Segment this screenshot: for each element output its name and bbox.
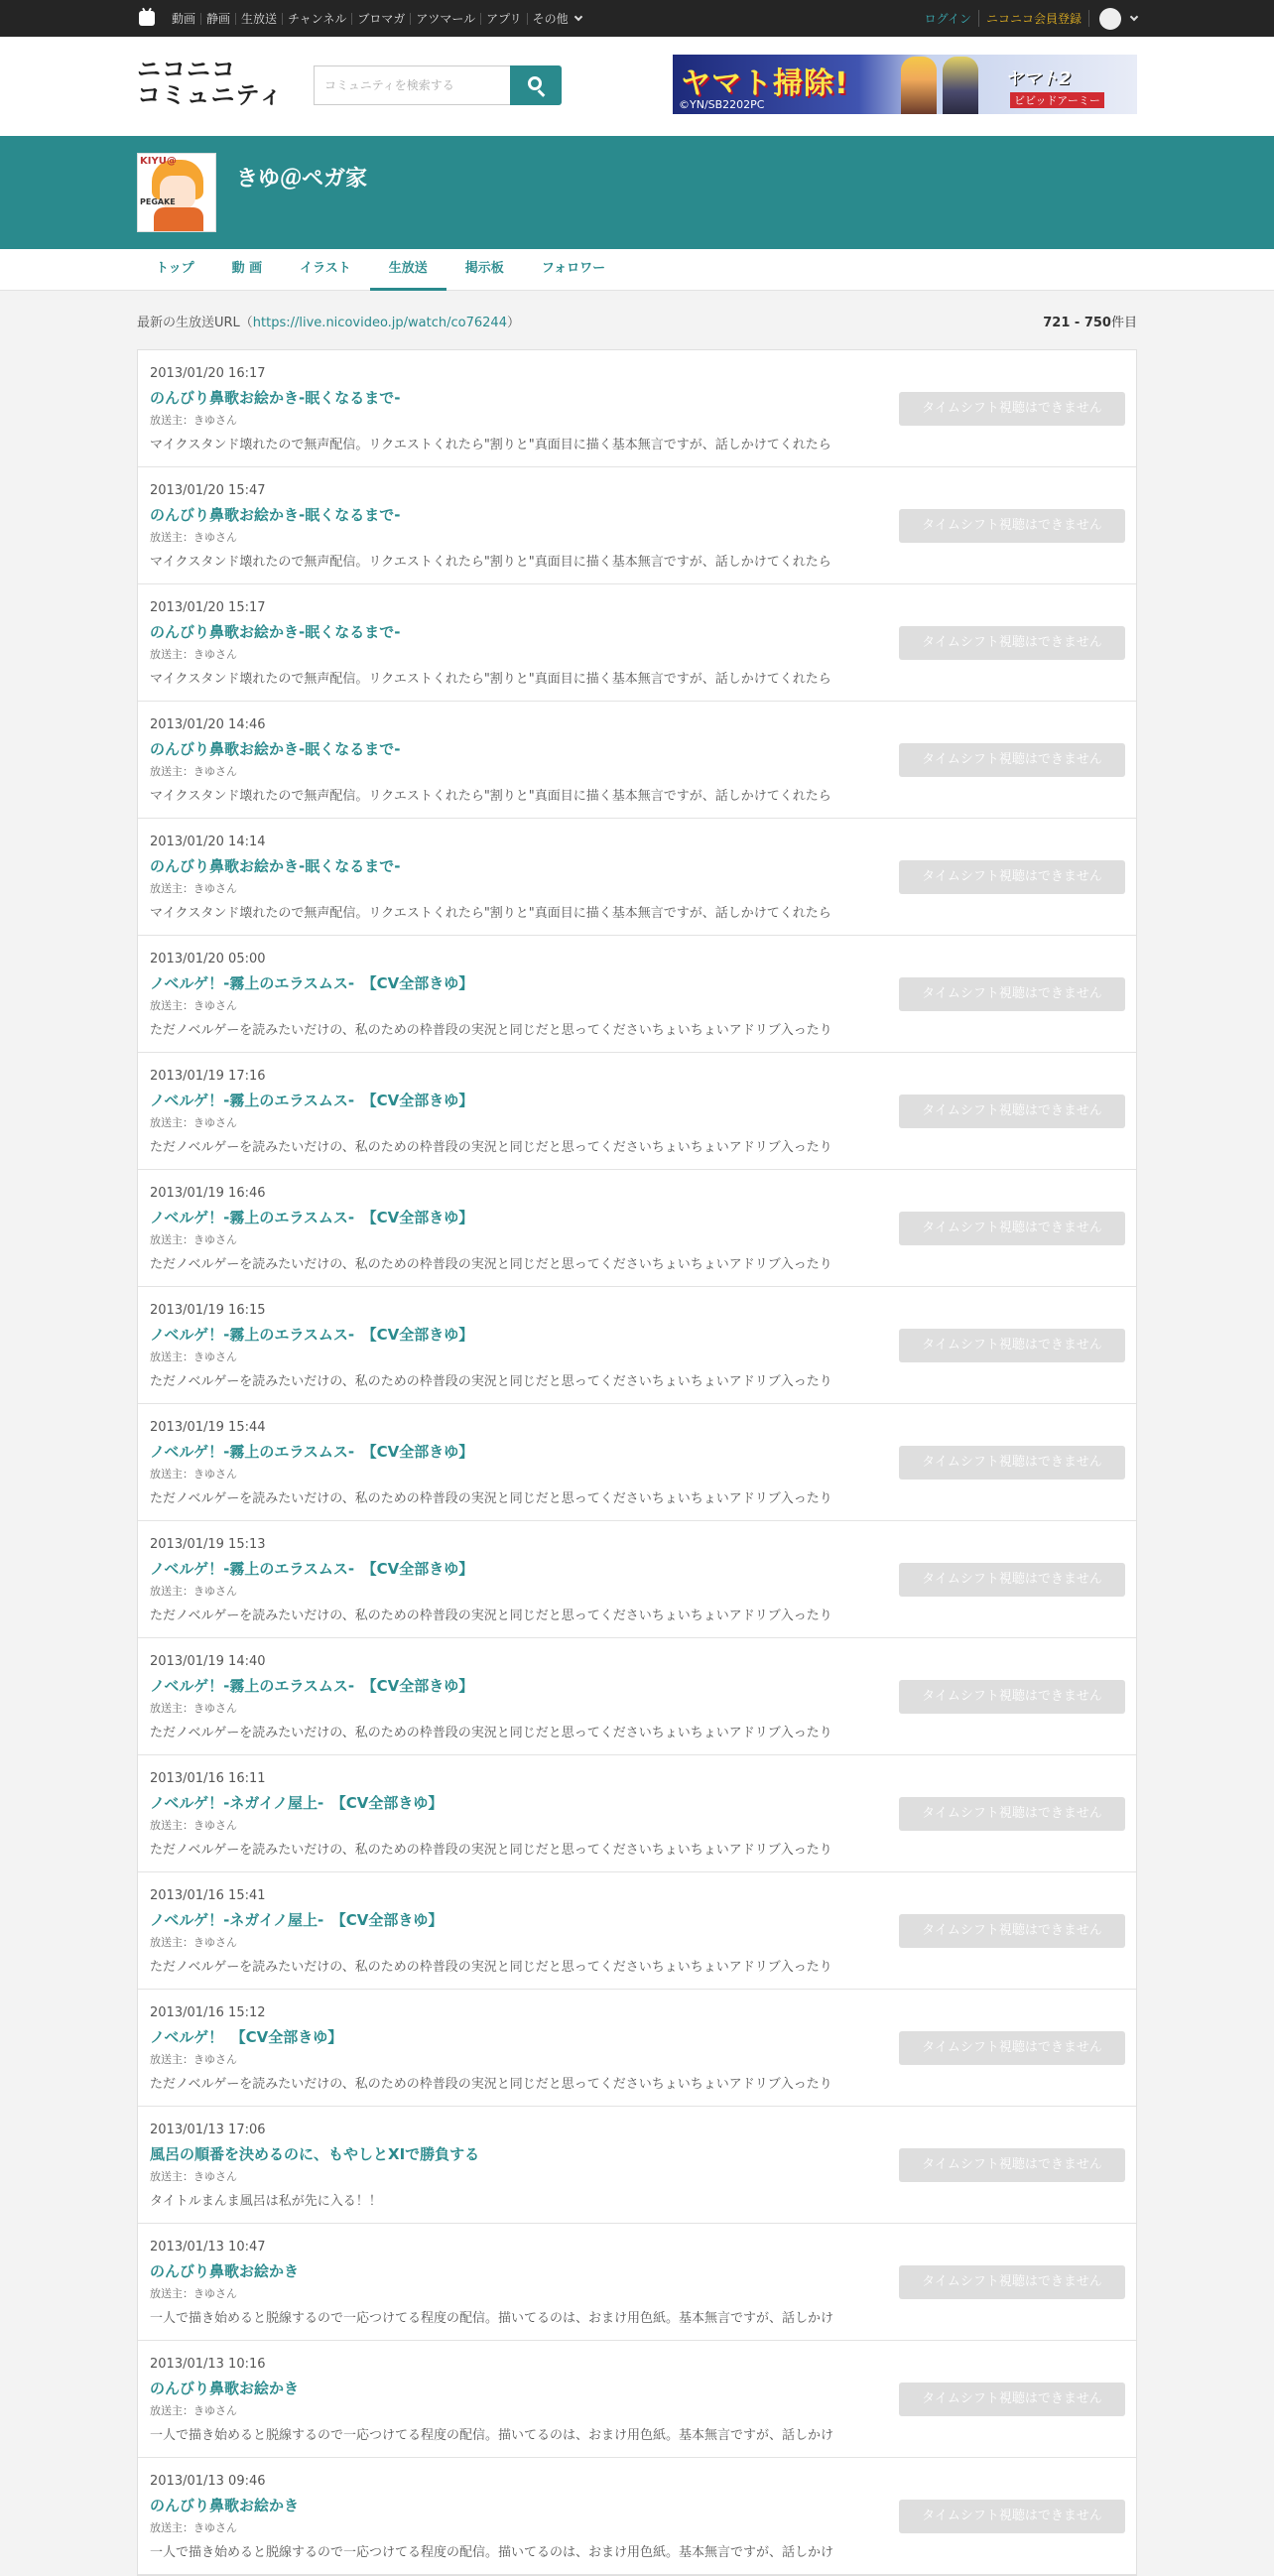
community-band [0,136,1274,249]
broadcast-description: ただノベルゲーを読みたいだけの、私のための枠普段の実況と同じだと思ってくださいちょいちょいアドリブ入ったり [150,1491,832,1506]
ad-banner[interactable] [673,55,1137,114]
broadcast-description: 一人で描き始めると脱線するので一応つけてる程度の配信。描いてるのは、おまけ用色紙。基本無言ですが、話しかけ [150,2428,834,2443]
nav-more-label: その他 [532,11,569,26]
community-name[interactable]: きゆ＠ペガ家 [236,167,368,192]
nav-atsumaru[interactable]: アツマール [411,13,481,25]
tab-bbs[interactable]: 掲示板 [464,261,504,276]
timeshift-unavailable-button[interactable]: タイムシフト視聴はできません [899,743,1125,777]
broadcast-owner: 放送主：きゆさん [150,2287,237,2300]
icon-text: PEGAKE [140,197,176,206]
broadcast-date: 2013/01/19 16:46 [150,1186,266,1201]
broadcast-owner: 放送主：きゆさん [150,1468,237,1481]
broadcast-owner: 放送主：きゆさん [150,2170,237,2183]
broadcast-date: 2013/01/20 15:47 [150,483,266,498]
timeshift-unavailable-button[interactable]: タイムシフト視聴はできません [899,1446,1125,1480]
nav-channel[interactable]: チャンネル [283,13,352,25]
banner-title: ヤマト掃除! [681,66,849,101]
timeshift-unavailable-button[interactable]: タイムシフト視聴はできません [899,2031,1125,2065]
nav-video[interactable]: 動画 [167,13,201,25]
broadcast-description: ただノベルゲーを読みたいだけの、私のための枠普段の実況と同じだと思ってくださいちょいちょいアドリブ入ったり [150,1960,832,1975]
timeshift-unavailable-button[interactable]: タイムシフト視聴はできません [899,1212,1125,1245]
search-icon [528,76,542,90]
list-item [138,1170,1136,1287]
broadcast-date: 2013/01/16 15:41 [150,1888,266,1903]
search-icon-handle [538,89,546,97]
list-item [138,2458,1136,2575]
list-item [138,2341,1136,2458]
avatar [1099,8,1121,30]
timeshift-unavailable-button[interactable]: タイムシフト視聴はできません [899,977,1125,1011]
broadcast-date: 2013/01/20 05:00 [150,952,266,966]
result-range-numbers: 721 - 750 [1043,316,1111,330]
tab-followers[interactable]: フォロワー [541,261,606,276]
broadcast-date: 2013/01/20 14:46 [150,717,266,732]
broadcast-title[interactable]: のんびり鼻歌お絵かき [150,2380,300,2397]
broadcast-owner: 放送主：きゆさん [150,531,237,544]
timeshift-unavailable-button[interactable]: タイムシフト視聴はできません [899,1914,1125,1948]
broadcast-description: マイクスタンド壊れたので無声配信。リクエストくれたら"割りと"真面目に描く基本無言ですが、話しかけてくれたら [150,438,831,452]
list-item [138,350,1136,467]
nav-more[interactable] [528,13,586,25]
broadcast-date: 2013/01/13 10:47 [150,2240,266,2254]
list-item [138,2107,1136,2224]
broadcast-title[interactable]: ノベルゲ！-霧上のエラスムス- 【CV全部きゆ】 [150,1092,474,1109]
list-item [138,467,1136,584]
broadcast-date: 2013/01/20 16:17 [150,366,266,381]
timeshift-unavailable-button[interactable]: タイムシフト視聴はできません [899,626,1125,660]
broadcast-description: マイクスタンド壊れたので無声配信。リクエストくれたら"割りと"真面目に描く基本無言ですが、話しかけてくれたら [150,555,831,570]
broadcast-owner: 放送主：きゆさん [150,2404,237,2417]
broadcast-owner: 放送主：きゆさん [150,765,237,778]
broadcast-owner: 放送主：きゆさん [150,999,237,1012]
timeshift-unavailable-button[interactable]: タイムシフト視聴はできません [899,1095,1125,1128]
broadcast-description: ただノベルゲーを読みたいだけの、私のための枠普段の実況と同じだと思ってくださいちょいちょいアドリブ入ったり [150,1140,832,1155]
user-menu[interactable] [1089,8,1137,30]
timeshift-unavailable-button[interactable]: タイムシフト視聴はできません [899,1563,1125,1597]
broadcast-title[interactable]: ノベルゲ！-ネガイノ屋上- 【CV全部きゆ】 [150,1794,444,1812]
result-range [1043,312,1137,330]
broadcast-date: 2013/01/19 16:15 [150,1303,266,1318]
broadcast-title[interactable]: ノベルゲ！ 【CV全部きゆ】 [150,2028,343,2046]
timeshift-unavailable-button[interactable]: タイムシフト視聴はできません [899,392,1125,426]
tab-top[interactable]: トップ [156,261,194,276]
broadcast-date: 2013/01/19 15:44 [150,1420,266,1435]
timeshift-unavailable-button[interactable]: タイムシフト視聴はできません [899,2500,1125,2533]
broadcast-owner: 放送主：きゆさん [150,414,237,427]
broadcast-title[interactable]: ノベルゲ！-霧上のエラスムス- 【CV全部きゆ】 [150,1560,474,1578]
broadcast-title[interactable]: ノベルゲ！-ネガイノ屋上- 【CV全部きゆ】 [150,1911,444,1929]
broadcast-owner: 放送主：きゆさん [150,2521,237,2534]
community-icon[interactable] [137,153,216,232]
broadcast-description: マイクスタンド壊れたので無声配信。リクエストくれたら"割りと"真面目に描く基本無言ですが、話しかけてくれたら [150,672,831,687]
broadcast-owner: 放送主：きゆさん [150,648,237,661]
broadcast-description: タイトルまんま風呂は私が先に入る！！ [150,2194,382,2209]
list-item [138,1521,1136,1638]
latest-url-label: 最新の生放送URL（ [137,316,253,330]
tab-live[interactable]: 生放送 [370,249,446,291]
broadcast-description: ただノベルゲーを読みたいだけの、私のための枠普段の実況と同じだと思ってくださいちょいちょいアドリブ入ったり [150,1843,832,1858]
list-item [138,1990,1136,2107]
broadcast-date: 2013/01/19 15:13 [150,1537,266,1552]
nav-app[interactable]: アプリ [481,13,528,25]
niconico-community-logo[interactable] [137,57,296,112]
broadcast-title[interactable]: のんびり鼻歌お絵かき [150,2497,300,2514]
community-header [0,37,1274,136]
timeshift-unavailable-button[interactable]: タイムシフト視聴はできません [899,2148,1125,2182]
broadcast-description: マイクスタンド壊れたので無声配信。リクエストくれたら"割りと"真面目に描く基本無言ですが、話しかけてくれたら [150,789,831,804]
broadcast-description: 一人で描き始めると脱線するので一応つけてる程度の配信。描いてるのは、おまけ用色紙。基本無言ですが、話しかけ [150,2311,834,2326]
chevron-down-icon [573,12,581,20]
global-nav [167,0,586,37]
list-item [138,584,1136,702]
icon-body [154,207,203,232]
nav-blomaga[interactable]: ブロマガ [352,13,411,25]
broadcast-date: 2013/01/16 16:11 [150,1771,266,1786]
broadcast-date: 2013/01/20 15:17 [150,600,266,615]
broadcast-title[interactable]: のんびり鼻歌お絵かき-眠くなるまで- [150,389,401,407]
banner-character-image [901,57,937,114]
login-link[interactable]: ログイン [918,10,979,27]
banner-character-image [943,57,978,114]
broadcast-date: 2013/01/20 14:14 [150,835,266,849]
broadcast-title[interactable]: ノベルゲ！-霧上のエラスムス- 【CV全部きゆ】 [150,974,474,992]
broadcast-title[interactable]: ノベルゲ！-霧上のエラスムス- 【CV全部きゆ】 [150,1677,474,1695]
broadcast-owner: 放送主：きゆさん [150,1819,237,1832]
broadcast-title[interactable]: のんびり鼻歌お絵かき-眠くなるまで- [150,740,401,758]
list-item [138,2224,1136,2341]
broadcast-owner: 放送主：きゆさん [150,1116,237,1129]
tab-illust[interactable]: イラスト [300,261,351,276]
broadcast-description: ただノベルゲーを読みたいだけの、私のための枠普段の実況と同じだと思ってくださいちょいちょいアドリブ入ったり [150,1726,832,1740]
timeshift-unavailable-button[interactable]: タイムシフト視聴はできません [899,509,1125,543]
broadcast-date: 2013/01/13 17:06 [150,2123,266,2137]
broadcast-description: ただノベルゲーを読みたいだけの、私のための枠普段の実況と同じだと思ってくださいちょいちょいアドリブ入ったり [150,1257,832,1272]
tab-video[interactable]: 動 画 [231,261,263,276]
list-item [138,819,1136,936]
broadcast-date: 2013/01/19 17:16 [150,1069,266,1084]
nav-live[interactable]: 生放送 [236,13,283,25]
list-item [138,1053,1136,1170]
broadcast-owner: 放送主：きゆさん [150,882,237,895]
result-range-suffix: 件目 [1110,316,1137,330]
list-item [138,1638,1136,1755]
banner-subtitle: ビビッドアーミー [1010,92,1104,108]
list-item [138,1872,1136,1990]
community-tabs [0,249,1274,291]
list-item [138,702,1136,819]
timeshift-unavailable-button[interactable]: タイムシフト視聴はできません [899,2383,1125,2416]
icon-text: KIYU@ [140,156,177,167]
logo-line2: コミュニティ [137,81,284,109]
timeshift-unavailable-button[interactable]: タイムシフト視聴はできません [899,1797,1125,1831]
broadcast-description: ただノベルゲーを読みたいだけの、私のための枠普段の実況と同じだと思ってくださいちょいちょいアドリブ入ったり [150,1374,832,1389]
logo-line1: ニコニコ [137,56,236,83]
broadcast-description: ただノベルゲーを読みたいだけの、私のための枠普段の実況と同じだと思ってくださいちょいちょいアドリブ入ったり [150,1609,832,1623]
broadcast-date: 2013/01/19 14:40 [150,1654,266,1669]
niconico-tv-icon[interactable] [139,11,155,26]
broadcast-description: 一人で描き始めると脱線するので一応つけてる程度の配信。描いてるのは、おまけ用色紙。基本無言ですが、話しかけ [150,2545,834,2560]
latest-url-suffix: ） [506,316,520,330]
broadcast-title[interactable]: ノベルゲ！-霧上のエラスムス- 【CV全部きゆ】 [150,1443,474,1461]
broadcast-owner: 放送主：きゆさん [150,1351,237,1363]
broadcast-title[interactable]: ノベルゲ！-霧上のエラスムス- 【CV全部きゆ】 [150,1326,474,1344]
broadcast-title[interactable]: ノベルゲ！-霧上のエラスムス- 【CV全部きゆ】 [150,1209,474,1226]
list-item [138,1404,1136,1521]
list-item [138,1287,1136,1404]
broadcast-list [137,349,1137,2576]
community-search-input[interactable]: コミュニティを検索する [314,65,512,105]
broadcast-owner: 放送主：きゆさん [150,1585,237,1598]
broadcast-date: 2013/01/16 15:12 [150,2005,266,2020]
latest-live-info [137,312,1137,331]
list-item [138,936,1136,1053]
banner-copyright: ©YN/SB2202PC [679,98,765,111]
broadcast-owner: 放送主：きゆさん [150,2053,237,2066]
broadcast-description: ただノベルゲーを読みたいだけの、私のための枠普段の実況と同じだと思ってくださいちょいちょいアドリブ入ったり [150,2077,832,2092]
broadcast-date: 2013/01/13 09:46 [150,2474,266,2489]
broadcast-date: 2013/01/13 10:16 [150,2357,266,2372]
latest-live-url[interactable]: https://live.nicovideo.jp/watch/co76244 [252,316,507,330]
broadcast-title[interactable]: のんびり鼻歌お絵かき-眠くなるまで- [150,857,401,875]
timeshift-unavailable-button[interactable]: タイムシフト視聴はできません [899,860,1125,894]
timeshift-unavailable-button[interactable]: タイムシフト視聴はできません [899,2265,1125,2299]
broadcast-title[interactable]: のんびり鼻歌お絵かき-眠くなるまで- [150,506,401,524]
register-link[interactable]: ニコニコ会員登録 [979,10,1089,27]
broadcast-title[interactable]: のんびり鼻歌お絵かき-眠くなるまで- [150,623,401,641]
timeshift-unavailable-button[interactable]: タイムシフト視聴はできません [899,1680,1125,1714]
global-topbar [0,0,1274,37]
broadcast-title[interactable]: 風呂の順番を決めるのに、もやしとXIで勝負する [150,2145,480,2163]
broadcast-owner: 放送主：きゆさん [150,1936,237,1949]
list-item [138,1755,1136,1872]
timeshift-unavailable-button[interactable]: タイムシフト視聴はできません [899,1329,1125,1362]
broadcast-owner: 放送主：きゆさん [150,1702,237,1715]
search-button[interactable] [510,65,562,105]
nav-seiga[interactable]: 静画 [201,13,236,25]
broadcast-description: マイクスタンド壊れたので無声配信。リクエストくれたら"割りと"真面目に描く基本無言ですが、話しかけてくれたら [150,906,831,921]
broadcast-title[interactable]: のんびり鼻歌お絵かき [150,2262,300,2280]
broadcast-owner: 放送主：きゆさん [150,1233,237,1246]
banner-logo-text: ヤマト2 [1005,68,1072,89]
broadcast-description: ただノベルゲーを読みたいだけの、私のための枠普段の実況と同じだと思ってくださいちょいちょいアドリブ入ったり [150,1023,832,1038]
chevron-down-icon [1130,12,1138,20]
